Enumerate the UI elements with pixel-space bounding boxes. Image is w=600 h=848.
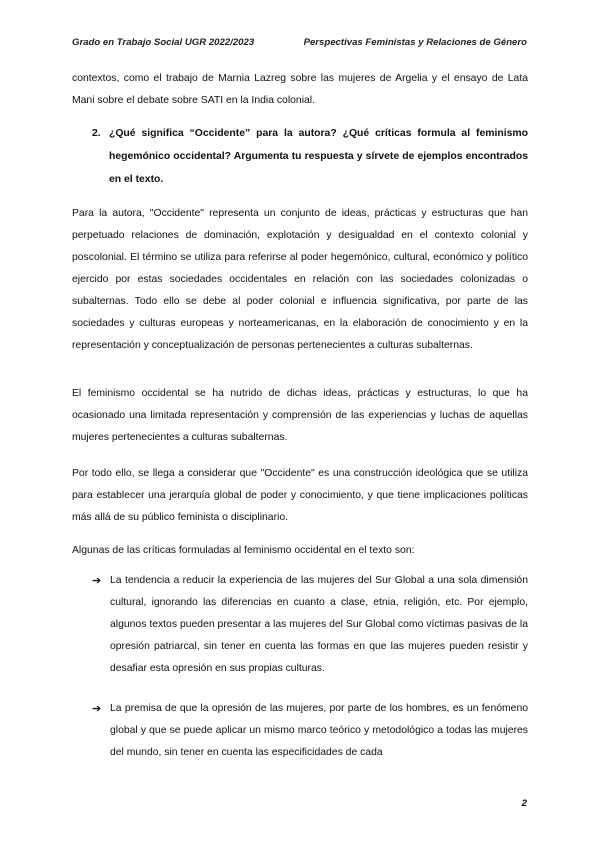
paragraph-criticas-intro xyxy=(72,540,528,562)
header-course: Grado en Trabajo Social UGR 2022/2023 xyxy=(72,37,255,48)
arrow-right-icon: ➔ xyxy=(92,575,102,587)
question-heading xyxy=(92,122,528,191)
paragraph-text: Algunas de las críticas formuladas al feminismo occidental en el texto son: xyxy=(72,545,415,556)
question-text: ¿Qué significa “Occidente” para la autora? ¿Qué críticas formula al feminismo hegemónico occidental? Argumenta tu respuesta y sírvete de ejemplos encontrados en el texto. xyxy=(109,128,528,185)
paragraph-construccion-ideologica xyxy=(72,463,528,529)
arrow-right-icon: ➔ xyxy=(92,703,102,715)
paragraph-occidente-definition xyxy=(72,203,528,357)
question-number: 2. xyxy=(92,128,101,139)
list-item xyxy=(92,570,528,680)
paragraph-text: Para la autora, "Occidente" representa un conjunto de ideas, prácticas y estructuras que han perpetuado relaciones de dominación, explotación y desigualdad en el contexto colonial y poscolonial. El término se utiliza para referirse al poder hegemónico, cultural, económico y político ejercido por estas sociedades occidentales en relación con las sociedades colonizadas o subalternas. Todo ello se debe al poder colonial e influencia significativa, por parte de las sociedades y culturas europeas y norteamericanas, en la elaboración de conocimiento y en la representación y conceptualización de personas pertenecientes a culturas subalternas. xyxy=(72,208,528,351)
header-subject: Perspectivas Feministas y Relaciones de Género xyxy=(303,37,527,48)
paragraph-text: contextos, como el trabajo de Marnia Lazreg sobre las mujeres de Argelia y el ensayo de Lata Mani sobre el debate sobre SATI en la India colonial. xyxy=(72,73,528,106)
list-item-text: La tendencia a reducir la experiencia de las mujeres del Sur Global a una sola dimensión cultural, ignorando las diferencias en cuanto a clase, etnia, religión, etc. Por ejemplo, algunos textos pueden presentar a las mujeres del Sur Global como víctimas pasivas de la opresión patriarcal, sin tener en cuenta las formas en que las mujeres pueden resistir y desafiar esta opresión en sus propias culturas. xyxy=(110,575,528,674)
paragraph-text: Por todo ello, se llega a considerar que "Occidente" es una construcción ideológica que se utiliza para establecer una jerarquía global de poder y conocimiento, y que tiene implicaciones políticas más allá de su público feminista o disciplinario. xyxy=(72,468,528,523)
paragraph-continuation xyxy=(72,68,528,112)
page-number: 2 xyxy=(521,798,527,809)
list-item-text: La premisa de que la opresión de las mujeres, por parte de los hombres, es un fenómeno global y que se puede aplicar un mismo marco teórico y metodológico a todas las mujeres del mundo, sin tener en cuenta las especificidades de cada xyxy=(110,703,528,758)
list-item xyxy=(92,698,528,764)
paragraph-feminismo-occidental xyxy=(72,383,528,449)
paragraph-text: El feminismo occidental se ha nutrido de dichas ideas, prácticas y estructuras, lo que ha ocasionado una limitada representación y comprensión de las experiencias y luchas de aquellas mujeres pertenecientes a culturas subalternas. xyxy=(72,388,528,443)
